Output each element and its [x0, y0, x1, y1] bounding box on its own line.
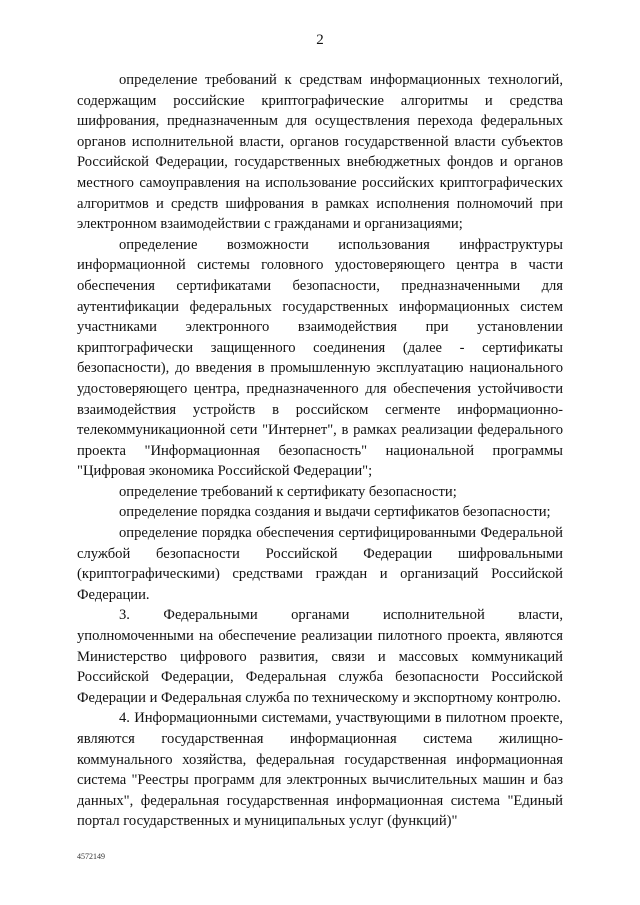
document-body — [77, 70, 563, 832]
paragraph-certificate-requirements: определение требований к сертификату безопасности; — [119, 483, 457, 500]
paragraph-infrastructure-usage: определение возможности использования инфраструктуры информационной системы головного удостоверяющего центра в части обеспечения сертификатами безопасности, предназначенными для аутентификации федеральных государственных информационных систем участниками электронного взаимодействия при установлении криптографически защищенного соединения (далее - сертификаты безопасности), до введения в промышленную эксплуатацию национального удостоверяющего центра, предназначенного для обеспечения устойчивости взаимодействия устройств в российском сегменте информационно-телекоммуникационной сети "Интернет", в рамках реализации федерального проекта "Информационная безопасность" национальной программы "Цифровая экономика Российской Федерации"; — [77, 236, 563, 480]
page-number: 2 — [316, 32, 324, 48]
paragraph-certificate-issuance: определение порядка создания и выдачи сертификатов безопасности; — [119, 504, 551, 521]
document-code: 4572149 — [77, 852, 105, 861]
paragraph-section-4: 4. Информационными системами, участвующими в пилотном проекте, являются государственная информационная система жилищно-коммунального хозяйства, федеральная государственная информационная система "Реестры программ для электронных вычислительных машин и баз данных", федеральная государственная информационная система "Единый портал государственных и муниципальных услуг (функций)" — [77, 710, 563, 830]
paragraph-section-3: 3. Федеральными органами исполнительной власти, уполномоченными на обеспечение реализации пилотного проекта, являются Министерство цифрового развития, связи и массовых коммуникаций Российской Федерации, Федеральная служба безопасности Российской Федерации и Федеральная служба по техническому и экспортному контролю. — [77, 607, 563, 706]
paragraph-crypto-requirements: определение требований к средствам информационных технологий, содержащим российские криптографические алгоритмы и средства шифрования, предназначенным для осуществления перехода федеральных органов исполнительной власти, органов государственной власти субъектов Российской Федерации, государственных внебюджетных фондов и органов местного самоуправления на использование российских криптографических алгоритмов и средств шифрования в рамках исполнения полномочий при электронном взаимодействии с гражданами и организациями; — [77, 72, 563, 233]
paragraph-certified-tools: определение порядка обеспечения сертифицированными Федеральной службой безопасности Российской Федерации шифровальными (криптографическими) средствами граждан и организаций Российской Федерации. — [77, 525, 563, 603]
